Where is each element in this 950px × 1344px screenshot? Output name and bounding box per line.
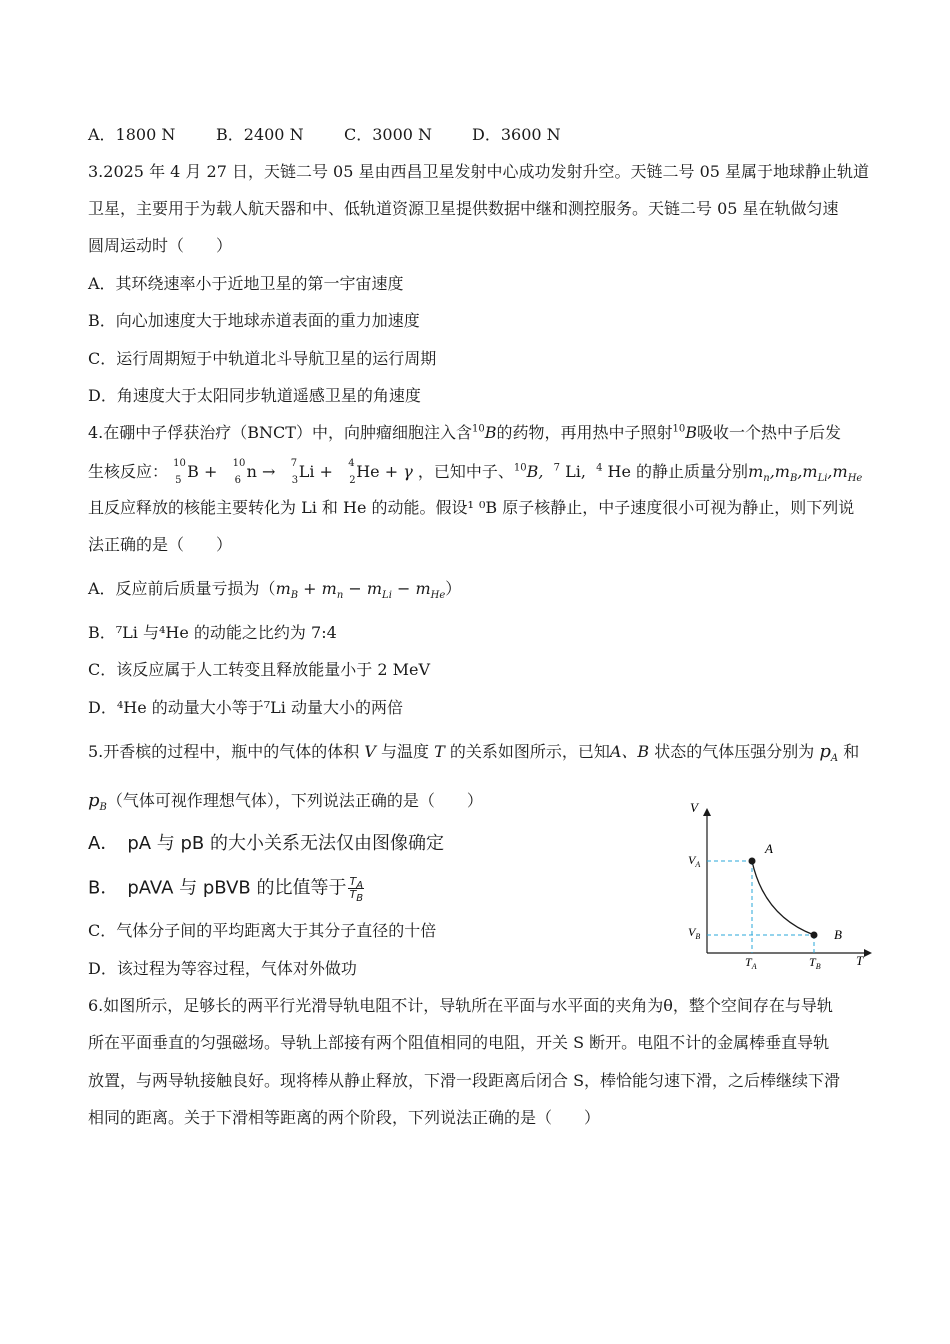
- q3-option-b: B．向心加速度大于地球赤道表面的重力加速度: [88, 311, 420, 330]
- q2-option-a: A．1800 N: [88, 125, 176, 144]
- q3-stem-line-1: 3.2025 年 4 月 27 日，天链二号 05 星由西昌卫星发射中心成功发射升空。天链二号 05 星属于地球静止轨道: [88, 162, 870, 181]
- q2-option-b: B．2400 N: [216, 125, 304, 144]
- process-curve: [752, 861, 814, 935]
- q4-stem-line-2: 生核反应： 10 5 B + 10 6 n → 7 3 Li + 4 2 He + γ ，已知中子、$^{10}$B, $^7$ Li, $^4$ He 的静止质量分别$m_n,m_B,m_{Li},m_{He}$: [88, 458, 863, 486]
- q5-text: 与温度: [375, 742, 435, 761]
- q5-stem-line-1: [88, 741, 859, 763]
- boron-symbol: B: [484, 423, 497, 442]
- temperature-symbol: T: [434, 742, 445, 761]
- q4-text: 生核反应：: [88, 462, 169, 481]
- q5-text: （气体可视作理想气体），下列说法正确的是（ ）: [106, 791, 483, 810]
- q5-option-d: D．该过程为等容过程，气体对外做功: [88, 959, 357, 978]
- q4-stem-line-3: 且反应释放的核能主要转化为 Li 和 He 的动能。假设¹ ⁰B 原子核静止，中子速度很小可视为静止，则下列说: [88, 498, 855, 517]
- q5-text: 状态的气体压强分别为: [649, 742, 820, 761]
- q4-text: 的静止质量分别: [630, 462, 749, 481]
- point-b-label: B: [834, 927, 842, 942]
- q4-text: 的药物，再用热中子照射: [496, 423, 673, 442]
- pressure-sub-b: B: [99, 802, 107, 814]
- x-axis-label: T: [856, 953, 864, 968]
- isotope-mass: 10: [513, 462, 527, 474]
- isotope-mass: 10: [471, 423, 485, 435]
- q5-option-a: A． pA 与 pB 的大小关系无法仅由图像确定: [88, 833, 444, 854]
- q5-option-b-text: B． pAVA 与 pBVB 的比值等于: [88, 877, 347, 899]
- q5-option-c: C．气体分子间的平均距离大于其分子直径的十倍: [88, 921, 437, 940]
- state-labels: A、B: [609, 742, 650, 761]
- q2-option-c: C．3000 N: [344, 125, 433, 144]
- y-axis-arrow: [703, 808, 711, 816]
- q2-option-d: D．3600 N: [472, 125, 561, 144]
- q4-option-d: D．⁴He 的动量大小等于⁷Li 动量大小的两倍: [88, 698, 403, 717]
- va-label: $V_A$: [688, 853, 701, 869]
- q4-option-a: [88, 578, 461, 600]
- pressure-symbol-b: p: [88, 790, 100, 811]
- q3-option-c: C．运行周期短于中轨道北斗导航卫星的运行周期: [88, 349, 437, 368]
- x-axis-arrow: [864, 949, 872, 957]
- q4-option-c: C．该反应属于人工转变且释放能量小于 2 MeV: [88, 660, 431, 679]
- q4-text: ，已知中子、: [417, 462, 514, 481]
- point-a-label: A: [765, 841, 773, 856]
- q5-stem-line-2: [88, 790, 483, 812]
- boron-symbol: B: [685, 423, 697, 442]
- q4-stem-line-4: 法正确的是（ ）: [88, 535, 233, 554]
- q3-option-a: A．其环绕速率小于近地卫星的第一宇宙速度: [88, 274, 404, 293]
- point-a: [749, 858, 756, 865]
- mass-defect-expression: $m_B + m_n - m_{Li} - m_{He}$: [275, 579, 446, 602]
- q3-stem-line-3: 圆周运动时（ ）: [88, 236, 233, 255]
- q5-text: 5.开香槟的过程中，瓶中的气体的体积: [88, 742, 365, 761]
- q5-text: 的关系如图所示，已知: [444, 742, 610, 761]
- q4-option-b: B．⁷Li 与⁴He 的动能之比约为 7:4: [88, 623, 337, 642]
- q6-stem-line-3: 放置，与两导轨接触良好。现将棒从静止释放，下滑一段距离后闭合 S，棒恰能匀速下滑，之后棒继续下滑: [88, 1071, 841, 1090]
- q4-text: 吸收一个热中子后发: [696, 423, 841, 442]
- q3-option-d: D．角速度大于太阳同步轨道遥感卫星的角速度: [88, 386, 421, 405]
- q4-stem-line-1: [88, 422, 841, 444]
- vt-graph: [676, 798, 876, 978]
- q2-options: [88, 124, 561, 146]
- mass-symbols: $m_n,m_B,m_{Li},m_{He}$: [748, 462, 863, 485]
- y-axis-label: V: [690, 800, 698, 815]
- q5-option-b: [88, 875, 364, 905]
- vb-label: $V_B$: [688, 925, 701, 941]
- tb-label: $T_B$: [809, 955, 821, 971]
- q4-option-a-end: ）: [445, 579, 462, 598]
- q6-stem-line-1: 6.如图所示，足够长的两平行光滑导轨电阻不计，导轨所在平面与水平面的夹角为θ，整个空间存在与导轨: [88, 996, 833, 1015]
- q6-stem-line-2: 所在平面垂直的匀强磁场。导轨上部接有两个阻值相同的电阻，开关 S 断开。电阻不计的金属棒垂直导轨: [88, 1033, 830, 1052]
- nuclear-equation: 10 5 B + 10 6 n → 7 3 Li + 4 2 He + γ: [173, 458, 413, 486]
- volume-symbol: V: [364, 742, 376, 761]
- pressure-symbol-a: p: [819, 741, 831, 762]
- pressure-sub-a: A: [830, 753, 839, 765]
- q3-stem-line-2: 卫星，主要用于为载人航天器和中、低轨道资源卫星提供数据中继和测控服务。天链二号 05 星在轨做匀速: [88, 199, 839, 218]
- ta-label: $T_A$: [745, 955, 757, 971]
- point-b: [811, 932, 818, 939]
- q6-stem-line-4: 相同的距离。关于下滑相等距离的两个阶段，下列说法正确的是（ ）: [88, 1108, 601, 1127]
- ratio-fraction: $\frac{T_A}{T_B}$: [349, 875, 364, 905]
- q5-text: 和: [838, 742, 860, 761]
- q4-option-a-text: A．反应前后质量亏损为（: [88, 579, 276, 598]
- q4-text: 4.在硼中子俘获治疗（BNCT）中，向肿瘤细胞注入含: [88, 423, 472, 442]
- isotope-mass: 10: [672, 423, 686, 435]
